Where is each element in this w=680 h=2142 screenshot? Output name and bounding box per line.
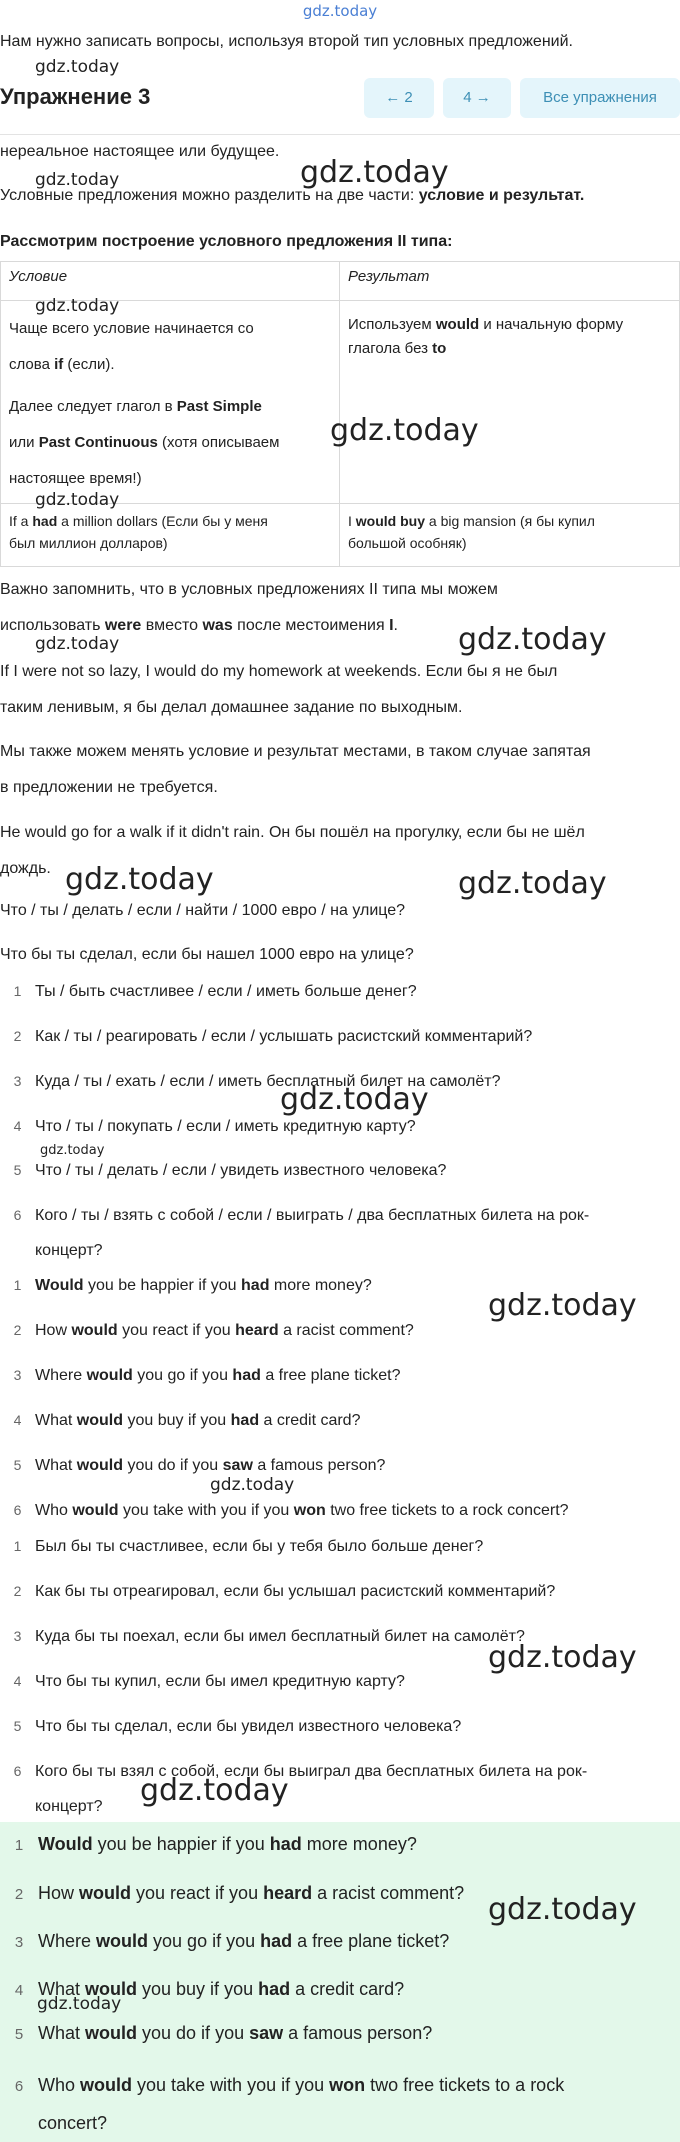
answer-block xyxy=(0,1822,680,2142)
note-line-1: Важно запомнить, что в условных предложениях II типа мы можем xyxy=(0,581,498,598)
watermark: gdz.today xyxy=(210,1475,295,1495)
theory-heading: Рассмотрим построение условного предложения II типа: xyxy=(0,233,453,250)
table-cell-result-rule: Используем would и начальную форму глагола без to xyxy=(340,301,680,504)
watermark: gdz.today xyxy=(488,1640,637,1675)
note-line-4: в предложении не требуется. xyxy=(0,779,218,796)
answer-item: 3 Where would you go if you had a free plane ticket? xyxy=(14,1931,450,1951)
answer-item: 2 How would you react if you heard a racist comment? xyxy=(14,1883,465,1903)
note-line-3: Мы также можем менять условие и результат местами, в таком случае запятая xyxy=(0,743,591,760)
note-line-2: использовать were вместо was после местоимения I. xyxy=(0,617,398,634)
list-item: 3 Куда / ты / ехать / если / иметь бесплатный билет на самолёт? xyxy=(13,1073,501,1090)
table-cell-result-example: I would buy a big mansion (я бы купил большой особняк) xyxy=(340,504,680,567)
example-task-prompt: Что / ты / делать / если / найти / 1000 евро / на улице? xyxy=(0,902,406,919)
list-item: 4 Что бы ты купил, если бы имел кредитную карту? xyxy=(13,1673,405,1690)
list-item: 6 Кого бы ты взял с собой, если бы выиграл два бесплатных билета на рок- концерт? xyxy=(13,1763,588,1815)
answer-item-cont: concert? xyxy=(38,2113,108,2133)
watermark: gdz.today xyxy=(35,57,120,77)
list-item: 1 Would you be happier if you had more money? xyxy=(13,1277,372,1294)
watermark: gdz.today xyxy=(35,170,120,190)
watermark: gdz.today xyxy=(65,862,214,897)
watermark: gdz.today xyxy=(458,866,607,901)
site-logo[interactable]: gdz.today xyxy=(302,2,378,20)
watermark: gdz.today xyxy=(35,490,120,510)
example-sentence-1: If I were not so lazy, I would do my homework at weekends. Если бы я не был xyxy=(0,663,558,680)
watermark: gdz.today xyxy=(40,1143,105,1158)
example-sentence-2: He would go for a walk if it didn't rain. Он бы пошёл на прогулку, если бы не шёл xyxy=(0,824,585,841)
prev-exercise-button[interactable]: ← 2 xyxy=(364,78,434,118)
table-header-result: Результат xyxy=(340,262,680,301)
list-item: 5 Что / ты / делать / если / увидеть известного человека? xyxy=(13,1162,447,1179)
list-item: 2 Как / ты / реагировать / если / услышать расистский комментарий? xyxy=(13,1028,533,1045)
table-header-condition: Условие xyxy=(1,262,340,301)
list-item: 4 What would you buy if you had a credit card? xyxy=(13,1412,361,1429)
page-title: Упражнение 3 xyxy=(0,84,151,109)
list-item: 4 Что / ты / покупать / если / иметь кредитную карту? xyxy=(13,1118,416,1135)
watermark: gdz.today xyxy=(488,1892,637,1927)
all-exercises-button[interactable]: Все упражнения xyxy=(520,78,680,118)
theory-line-1: нереальное настоящее или будущее. xyxy=(0,143,280,160)
list-item: 3 Where would you go if you had a free plane ticket? xyxy=(13,1367,401,1384)
list-item: 6 Who would you take with you if you won two free tickets to a rock concert? xyxy=(13,1502,569,1519)
watermark: gdz.today xyxy=(37,1994,122,2014)
list-item: 1 Был бы ты счастливее, если бы у тебя было больше денег? xyxy=(13,1538,484,1555)
list-item: 1 Ты / быть счастливее / если / иметь больше денег? xyxy=(13,983,417,1000)
example-sentence-1-cont: таким ленивым, я бы делал домашнее задание по выходным. xyxy=(0,699,463,716)
watermark: gdz.today xyxy=(280,1082,429,1117)
answer-item: 1 Would you be happier if you had more money? xyxy=(14,1834,417,1854)
list-item: 2 How would you react if you heard a racist comment? xyxy=(13,1322,414,1339)
answer-item: 6 Who would you take with you if you won two free tickets to a rock xyxy=(14,2075,565,2095)
table-cell-condition-rule: Чаще всего условие начинается со слова if (если). Далее следует глагол в Past Simple или Past Continuous (хотя описываем настоящее время!) xyxy=(1,301,340,504)
example-task-answer: Что бы ты сделал, если бы нашел 1000 евро на улице? xyxy=(0,946,414,963)
theory-line-2: Условные предложения можно разделить на две части: условие и результат. xyxy=(0,187,585,204)
answer-item: 5 What would you do if you saw a famous person? xyxy=(14,2023,433,2043)
next-exercise-button[interactable]: 4 → xyxy=(443,78,511,118)
watermark: gdz.today xyxy=(140,1773,289,1808)
list-item: 5 Что бы ты сделал, если бы увидел известного человека? xyxy=(13,1718,462,1735)
list-item: 5 What would you do if you saw a famous person? xyxy=(13,1457,386,1474)
answer-item: 4 What would you buy if you had a credit card? xyxy=(14,1979,405,1999)
watermark: gdz.today xyxy=(488,1288,637,1323)
intro-text: Нам нужно записать вопросы, используя второй тип условных предложений. xyxy=(0,33,573,50)
watermark: gdz.today xyxy=(330,413,479,448)
list-item: 2 Как бы ты отреагировал, если бы услышал расистский комментарий? xyxy=(13,1583,556,1600)
watermark: gdz.today xyxy=(35,634,120,654)
watermark: gdz.today xyxy=(458,622,607,657)
watermark: gdz.today xyxy=(35,296,120,316)
watermark: gdz.today xyxy=(300,155,449,190)
list-item: 6 Кого / ты / взять с собой / если / выиграть / два бесплатных билета на рок- концерт? xyxy=(13,1207,590,1259)
example-sentence-2-cont: дождь. xyxy=(0,860,51,877)
list-item: 3 Куда бы ты поехал, если бы имел бесплатный билет на самолёт? xyxy=(13,1628,525,1645)
table-cell-condition-example: If a had a million dollars (Если бы у меня был миллион долларов) xyxy=(1,504,340,567)
